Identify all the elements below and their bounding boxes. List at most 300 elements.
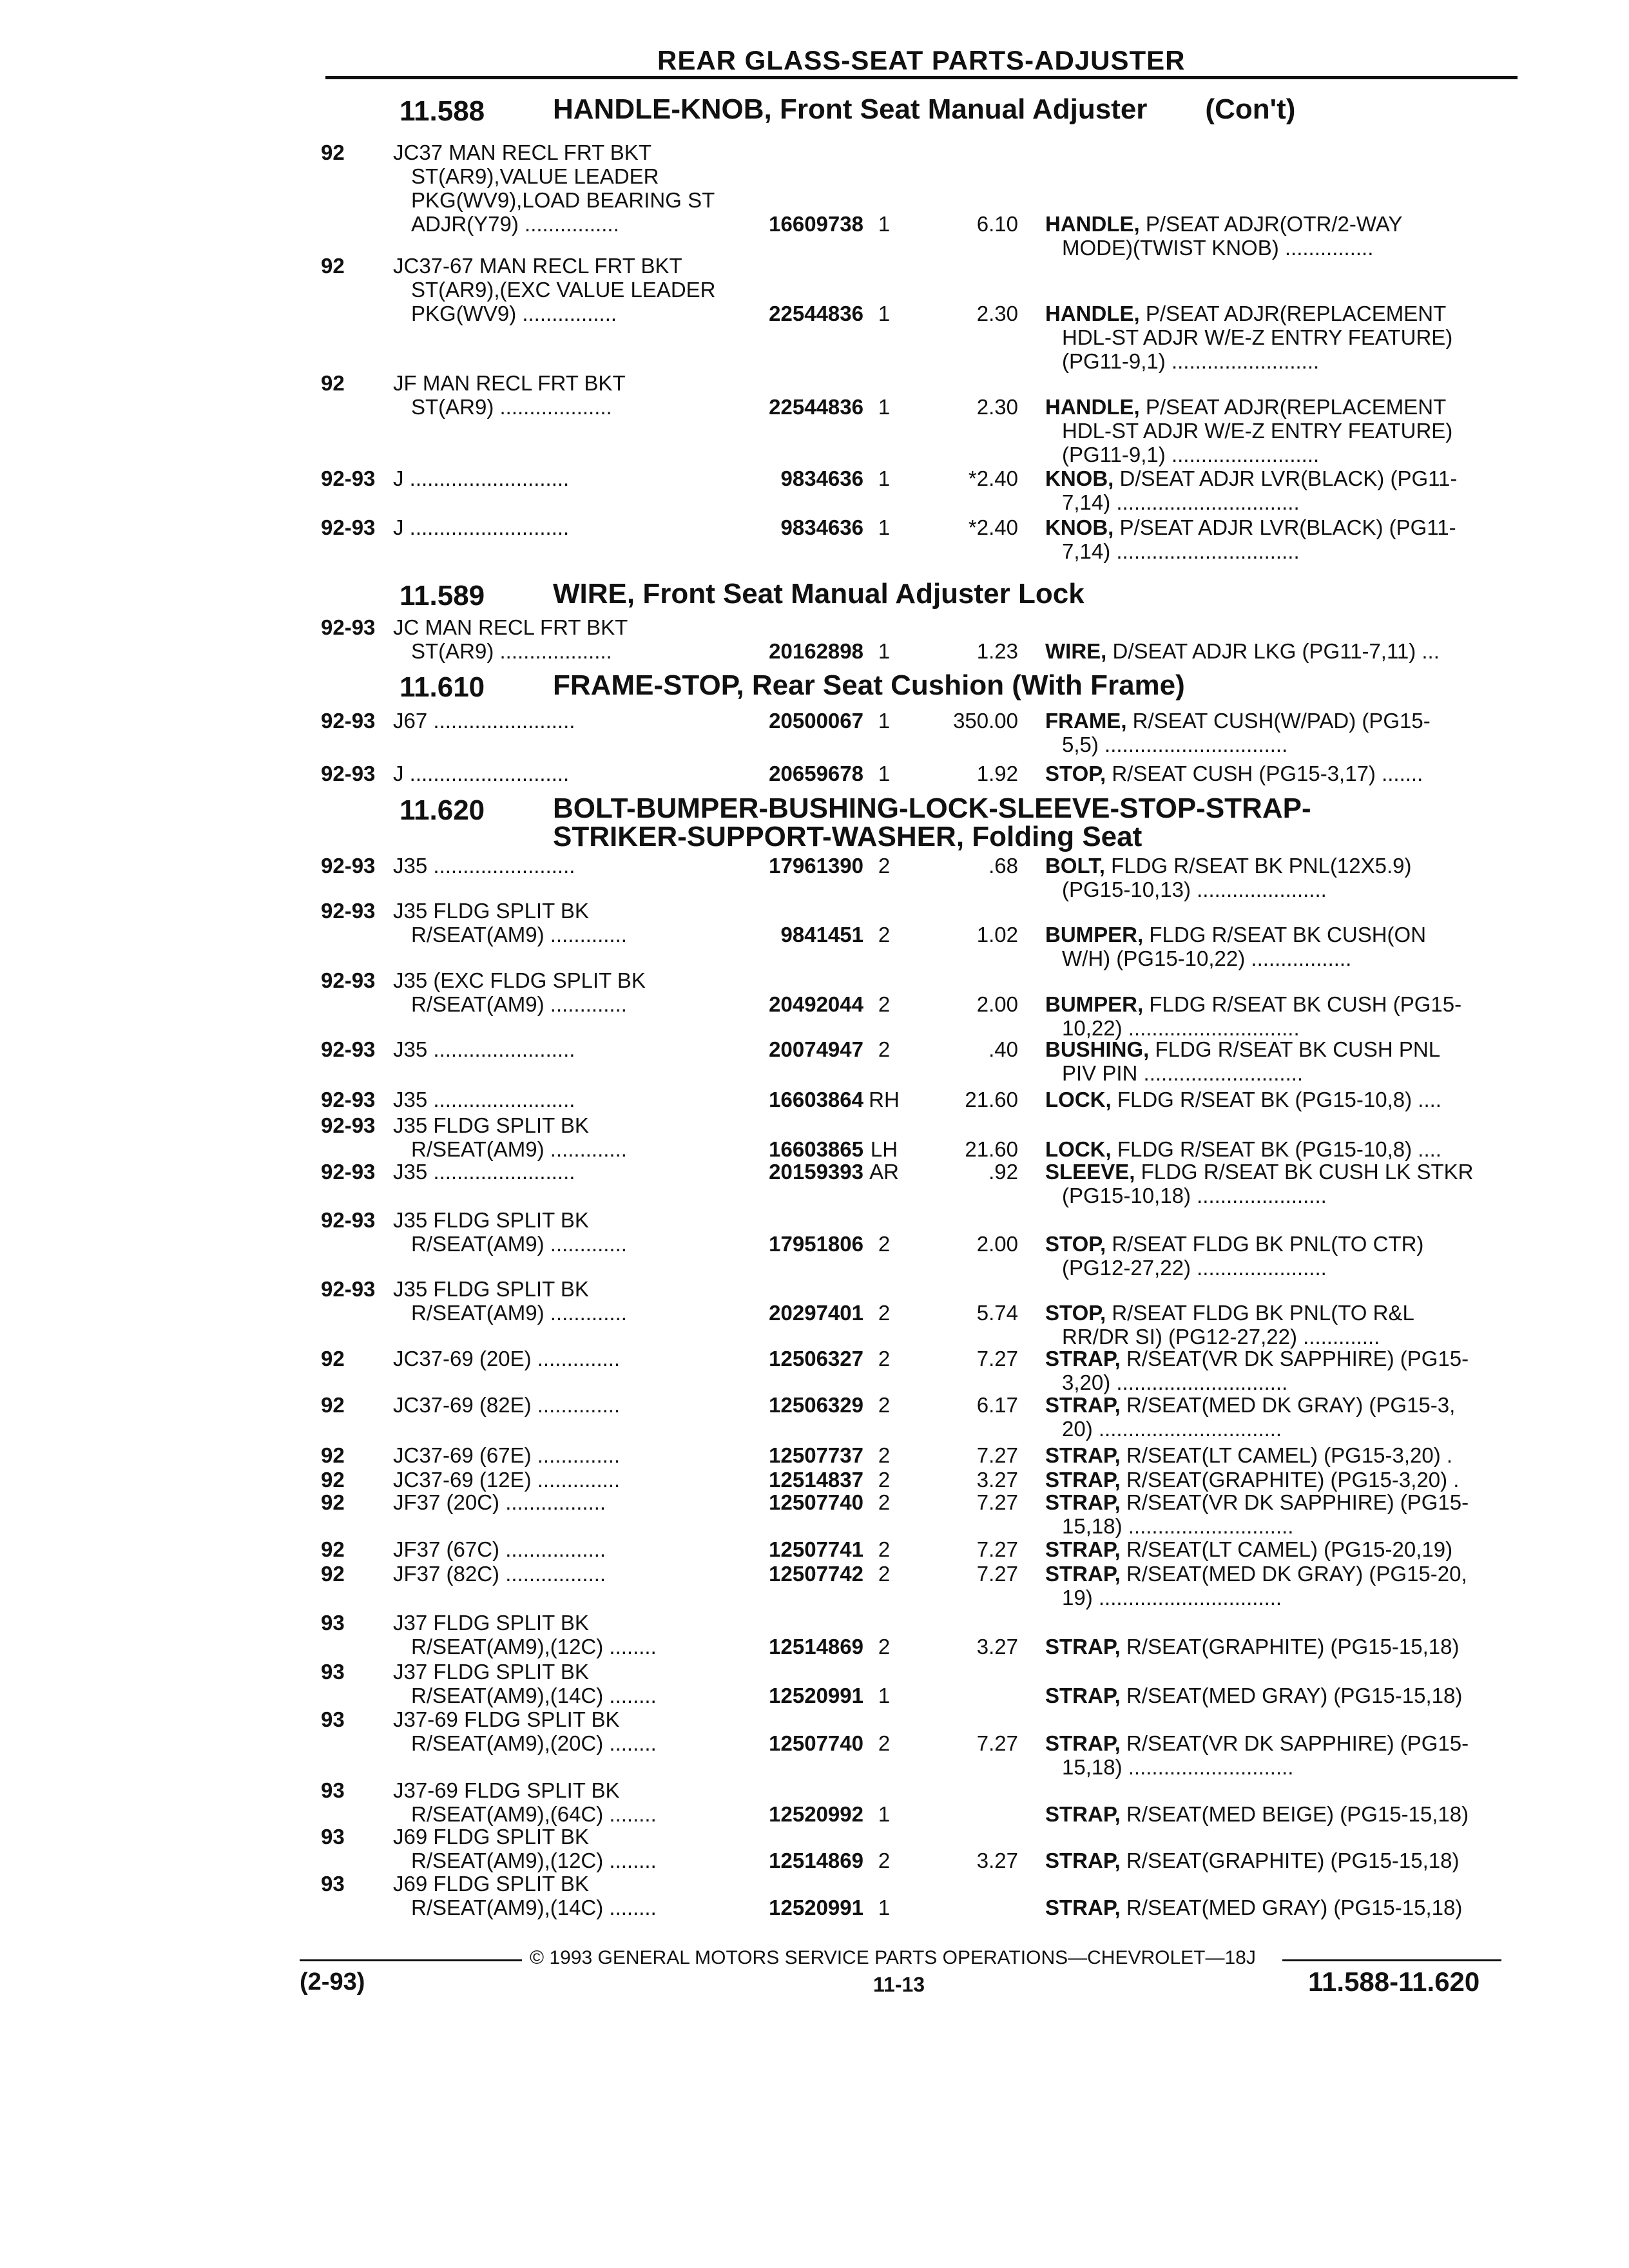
model-description [393,709,728,733]
price: *2.40 [968,466,1018,490]
model-year: 92 [321,1537,345,1561]
item-description-line [1045,1325,1496,1349]
quantity: 1 [878,639,891,663]
item-detail: 10,22) ............................. [1062,1016,1300,1040]
item-detail: P/SEAT ADJR(REPLACEMENT [1145,395,1447,419]
part-number: 22544836 [769,302,863,325]
item-description [1045,395,1496,466]
model-year: 92-93 [321,1160,376,1184]
model-description-line: JC MAN RECL FRT BKT [393,615,628,639]
quantity: 2 [878,992,891,1016]
model-description-line: J67 ........................ [393,709,575,733]
item-detail: R/SEAT(MED GRAY) (PG15-15,18) [1126,1684,1463,1707]
item-description [1045,1301,1496,1349]
model-description [393,1277,728,1325]
price: 6.10 [976,212,1018,236]
model-description [393,1208,728,1256]
model-year: 92-93 [321,854,376,878]
model-description-line: JC37-69 (20E) .............. [393,1347,621,1370]
item-name: BUSHING, [1045,1037,1150,1061]
part-number: 12507737 [769,1443,863,1467]
price: 7.27 [976,1443,1018,1467]
item-detail: FLDG R/SEAT BK PNL(12X5.9) [1111,854,1412,878]
item-description-line [1045,1490,1496,1514]
model-description-line: JC37-69 (67E) .............. [393,1443,621,1467]
item-detail: R/SEAT(GRAPHITE) (PG15-15,18) [1126,1635,1460,1658]
item-description-line [1045,1537,1496,1561]
model-description-line: R/SEAT(AM9),(12C) ........ [411,1849,657,1872]
item-name: LOCK, [1045,1088,1112,1111]
model-year: 92-93 [321,899,376,923]
item-description-line [1045,1184,1496,1207]
part-number: 12506327 [769,1347,863,1370]
section-title [553,580,1084,608]
model-description-line: J37 FLDG SPLIT BK [393,1660,589,1684]
item-name: STRAP, [1045,1635,1121,1658]
item-description-line [1045,733,1496,756]
quantity: 2 [878,1232,891,1256]
model-description-line: ST(AR9),VALUE LEADER [411,164,659,188]
item-name: STRAP, [1045,1443,1121,1467]
part-number: 20297401 [769,1301,863,1325]
item-description-line [1045,1468,1496,1492]
quantity: 2 [878,1537,891,1561]
item-detail: R/SEAT(MED DK GRAY) (PG15-3, [1126,1393,1456,1417]
item-detail: 7,14) ............................... [1062,490,1300,514]
item-description-line [1045,1301,1496,1325]
item-description-line [1045,992,1496,1016]
model-description-line: J ........................... [393,515,570,539]
footer-page-number: 11-13 [873,1973,925,1996]
price: 6.17 [976,1393,1018,1417]
item-description-line [1045,947,1496,970]
model-description [393,615,728,663]
item-detail: R/SEAT FLDG BK PNL(TO R&L [1112,1301,1414,1325]
footer-rule-right [1282,1959,1501,1961]
price: 1.02 [976,923,1018,947]
item-detail: D/SEAT ADJR LVR(BLACK) (PG11- [1119,466,1458,490]
item-description [1045,1896,1496,1919]
item-description [1045,854,1496,901]
part-number: 22544836 [769,395,863,419]
model-description [393,1872,728,1919]
model-year: 92-93 [321,709,376,733]
model-description-line: J35 ........................ [393,1037,575,1061]
item-detail: R/SEAT CUSH(W/PAD) (PG15- [1132,709,1431,733]
quantity: RH [869,1088,900,1111]
model-description [393,140,728,236]
model-description-line: J37 FLDG SPLIT BK [393,1611,589,1635]
model-description [393,899,728,947]
model-description-line: J69 FLDG SPLIT BK [393,1825,589,1849]
item-description [1045,762,1496,785]
item-description-line [1045,1443,1496,1467]
page-header-title: REAR GLASS-SEAT PARTS-ADJUSTER [657,45,1186,75]
model-description-line: R/SEAT(AM9) ............. [411,1137,627,1161]
item-name: STRAP, [1045,1731,1121,1755]
item-detail: R/SEAT(LT CAMEL) (PG15-3,20) . [1126,1443,1453,1467]
model-description [393,854,728,878]
model-description [393,1037,728,1061]
item-name: WIRE, [1045,639,1107,663]
quantity: 2 [878,1849,891,1872]
model-description-line: J35 FLDG SPLIT BK [393,899,589,923]
model-year: 93 [321,1611,345,1635]
quantity: 2 [878,1443,891,1467]
quantity: 2 [878,923,891,947]
model-description-line: R/SEAT(AM9) ............. [411,923,627,947]
model-description-line: JF MAN RECL FRT BKT [393,371,626,395]
model-description-line: JF37 (67C) ................. [393,1537,606,1561]
model-description [393,1160,728,1184]
item-description-line [1045,1347,1496,1370]
model-year: 92-93 [321,968,376,992]
model-year: 92-93 [321,762,376,785]
item-detail: R/SEAT(MED BEIGE) (PG15-15,18) [1126,1802,1469,1826]
item-detail: R/SEAT(LT CAMEL) (PG15-20,19) [1126,1537,1453,1561]
model-description [393,1443,728,1467]
item-detail: MODE)(TWIST KNOB) ............... [1062,236,1374,260]
part-number: 16603865 [769,1137,863,1161]
item-description-line [1045,1417,1496,1441]
item-detail: (PG11-9,1) ......................... [1062,443,1320,466]
model-description-line: J35 ........................ [393,1088,575,1111]
model-description [393,1113,728,1161]
item-description [1045,1232,1496,1280]
quantity: AR [869,1160,899,1184]
quantity: 2 [878,854,891,878]
footer-copyright: © 1993 GENERAL MOTORS SERVICE PARTS OPERATIONS—CHEVROLET—18J [530,1947,1256,1968]
item-description-line [1045,1514,1496,1538]
quantity: 2 [878,1562,891,1586]
item-name: STRAP, [1045,1490,1121,1514]
model-description [393,1490,728,1514]
part-number: 12507742 [769,1562,863,1586]
item-description [1045,1347,1496,1394]
model-description-line: R/SEAT(AM9) ............. [411,992,627,1016]
model-year: 92-93 [321,1088,376,1111]
item-detail: 5,5) ............................... [1062,733,1288,756]
item-description-line [1045,1802,1496,1826]
part-number: 16609738 [769,212,863,236]
item-name: BUMPER, [1045,923,1144,947]
item-description-line [1045,1731,1496,1755]
item-description [1045,1802,1496,1826]
item-name: STRAP, [1045,1562,1121,1586]
model-description-line: R/SEAT(AM9),(14C) ........ [411,1684,657,1707]
item-description [1045,709,1496,756]
item-name: STRAP, [1045,1537,1121,1561]
model-year: 92-93 [321,466,376,490]
part-number: 9834636 [780,466,863,490]
section-number: 11.610 [400,671,485,703]
part-number: 17951806 [769,1232,863,1256]
item-detail: R/SEAT(VR DK SAPPHIRE) (PG15- [1126,1490,1469,1514]
quantity: 1 [878,515,891,539]
item-description-line [1045,709,1496,733]
item-detail: (PG11-9,1) ......................... [1062,349,1320,373]
item-detail: 20) ............................... [1062,1417,1282,1441]
item-detail: 7,14) ............................... [1062,539,1300,563]
item-detail: R/SEAT(MED DK GRAY) (PG15-20, [1126,1562,1467,1586]
item-detail: R/SEAT(VR DK SAPPHIRE) (PG15- [1126,1731,1469,1755]
price: 7.27 [976,1537,1018,1561]
part-number: 12507741 [769,1537,863,1561]
item-description-line [1045,1160,1496,1184]
item-description [1045,302,1496,373]
model-description-line: J35 FLDG SPLIT BK [393,1208,589,1232]
model-year: 92 [321,254,345,278]
item-description [1045,515,1496,563]
part-number: 12520991 [769,1684,863,1707]
item-description [1045,1635,1496,1658]
quantity: 2 [878,1731,891,1755]
model-description-line: PKG(WV9),LOAD BEARING ST [411,188,715,212]
item-description-line [1045,1370,1496,1394]
model-description-line: ADJR(Y79) ................ [411,212,619,236]
part-number: 9834636 [780,515,863,539]
item-name: STRAP, [1045,1347,1121,1370]
part-number: 20659678 [769,762,863,785]
model-year: 93 [321,1707,345,1731]
part-number: 12507740 [769,1490,863,1514]
section-title-line: BOLT-BUMPER-BUSHING-LOCK-SLEEVE-STOP-STRAP- [553,793,1311,824]
item-description-line [1045,639,1496,663]
item-description-line [1045,1896,1496,1919]
item-detail: R/SEAT(VR DK SAPPHIRE) (PG15- [1126,1347,1469,1370]
item-description [1045,1490,1496,1538]
item-detail: FLDG R/SEAT BK (PG15-10,8) .... [1117,1137,1441,1161]
price: 2.00 [976,1232,1018,1256]
model-description-line: R/SEAT(AM9) ............. [411,1232,627,1256]
model-description-line: ST(AR9) ................... [411,639,612,663]
item-detail: P/SEAT ADJR(OTR/2-WAY [1145,212,1403,236]
quantity: 1 [878,762,891,785]
model-description [393,1660,728,1707]
quantity: 2 [878,1347,891,1370]
item-detail: R/SEAT(MED GRAY) (PG15-15,18) [1126,1896,1463,1919]
item-detail: R/SEAT(GRAPHITE) (PG15-15,18) [1126,1849,1460,1872]
model-description-line: J ........................... [393,762,570,785]
section-title-line: HANDLE-KNOB, Front Seat Manual Adjuster (Con't) [553,93,1296,125]
model-description-line: JC37-69 (82E) .............. [393,1393,621,1417]
item-description [1045,1443,1496,1467]
section-title [553,671,1185,700]
price: 3.27 [976,1468,1018,1492]
section-title-line: FRAME-STOP, Rear Seat Cushion (With Frame) [553,669,1185,701]
item-description-line [1045,1586,1496,1610]
price: 3.27 [976,1849,1018,1872]
part-number: 12520991 [769,1896,863,1919]
model-description [393,466,728,490]
price: 21.60 [965,1137,1018,1161]
model-description [393,254,728,325]
item-description [1045,1088,1496,1111]
price: .92 [988,1160,1018,1184]
model-year: 92-93 [321,515,376,539]
part-number: 20492044 [769,992,863,1016]
item-detail: HDL-ST ADJR W/E-Z ENTRY FEATURE) [1062,325,1453,349]
item-name: STRAP, [1045,1802,1121,1826]
model-year: 93 [321,1778,345,1802]
price: 1.23 [976,639,1018,663]
item-description-line [1045,1562,1496,1586]
item-description [1045,1137,1496,1161]
item-name: STRAP, [1045,1849,1121,1872]
item-detail: P/SEAT ADJR(REPLACEMENT [1145,302,1447,325]
item-description-line [1045,1684,1496,1707]
quantity: LH [870,1137,898,1161]
item-detail: 3,20) ............................. [1062,1370,1288,1394]
item-description-line [1045,1037,1496,1061]
part-number: 12520992 [769,1802,863,1826]
item-name: HANDLE, [1045,302,1140,325]
item-detail: RR/DR SI) (PG12-27,22) ............. [1062,1325,1380,1349]
part-number: 20074947 [769,1037,863,1061]
model-description-line: J35 FLDG SPLIT BK [393,1277,589,1301]
section-title-continued: (Con't) [1205,93,1296,125]
item-detail: FLDG R/SEAT BK CUSH (PG15- [1149,992,1462,1016]
item-description [1045,1684,1496,1707]
section-number: 11.588 [400,95,485,127]
part-number: 12507740 [769,1731,863,1755]
model-description-line: R/SEAT(AM9),(12C) ........ [411,1635,657,1658]
item-description-line [1045,325,1496,349]
model-description-line: JF37 (20C) ................. [393,1490,606,1514]
model-description [393,515,728,539]
price: 21.60 [965,1088,1018,1111]
quantity: 2 [878,1037,891,1061]
part-number: 16603864 [769,1088,863,1111]
model-description-line: JC37-69 (12E) .............. [393,1468,621,1492]
item-detail: (PG15-10,13) ...................... [1062,878,1327,901]
model-year: 92 [321,371,345,395]
quantity: 1 [878,709,891,733]
item-name: FRAME, [1045,709,1127,733]
item-detail: (PG12-27,22) ...................... [1062,1256,1327,1280]
item-detail: FLDG R/SEAT BK CUSH PNL [1155,1037,1441,1061]
model-year: 92-93 [321,1208,376,1232]
item-detail: FLDG R/SEAT BK CUSH(ON [1149,923,1427,947]
model-year: 92 [321,1562,345,1586]
model-year: 92-93 [321,1037,376,1061]
price: .68 [988,854,1018,878]
footer-section-range: 11.588-11.620 [1308,1966,1480,1997]
quantity: 1 [878,302,891,325]
model-description-line: JF37 (82C) ................. [393,1562,606,1586]
section-title [553,794,1311,851]
quantity: 2 [878,1635,891,1658]
item-description [1045,1393,1496,1441]
price: 3.27 [976,1635,1018,1658]
model-description [393,1393,728,1417]
price: 2.00 [976,992,1018,1016]
price: .40 [988,1037,1018,1061]
model-year: 92-93 [321,615,376,639]
item-description [1045,639,1496,663]
model-description [393,1825,728,1872]
item-name: STOP, [1045,1232,1106,1256]
model-description-line: J37-69 FLDG SPLIT BK [393,1707,620,1731]
model-description-line: R/SEAT(AM9),(64C) ........ [411,1802,657,1826]
part-number: 9841451 [780,923,863,947]
item-description [1045,1160,1496,1207]
model-description [393,371,728,419]
model-description-line: R/SEAT(AM9),(20C) ........ [411,1731,657,1755]
footer-rule-left [300,1959,522,1961]
item-description-line [1045,1016,1496,1040]
model-description-line: J37-69 FLDG SPLIT BK [393,1778,620,1802]
item-name: STOP, [1045,1301,1106,1325]
item-detail: 15,18) ............................ [1062,1514,1294,1538]
item-detail: D/SEAT ADJR LKG (PG11-7,11) ... [1112,639,1440,663]
item-description-line [1045,1137,1496,1161]
item-name: STRAP, [1045,1393,1121,1417]
item-description-line [1045,1232,1496,1256]
item-description [1045,923,1496,970]
item-description-line [1045,236,1496,260]
item-description-line [1045,539,1496,563]
item-description-line [1045,1061,1496,1085]
item-description-line [1045,302,1496,325]
quantity: 1 [878,466,891,490]
price: 5.74 [976,1301,1018,1325]
item-description [1045,1037,1496,1085]
price: 7.27 [976,1347,1018,1370]
item-description-line [1045,395,1496,419]
model-description [393,1088,728,1111]
model-year: 92 [321,1490,345,1514]
model-description [393,1562,728,1586]
price: 350.00 [953,709,1018,733]
model-description-line: J35 ........................ [393,1160,575,1184]
model-description-line: J35 FLDG SPLIT BK [393,1113,589,1137]
section-number: 11.589 [400,580,485,611]
item-name: LOCK, [1045,1137,1112,1161]
item-description-line [1045,466,1496,490]
part-number: 12514837 [769,1468,863,1492]
item-description [1045,1468,1496,1492]
part-number: 17961390 [769,854,863,878]
item-description-line [1045,854,1496,878]
item-detail: W/H) (PG15-10,22) ................. [1062,947,1352,970]
model-year: 93 [321,1872,345,1896]
model-description-line: ST(AR9),(EXC VALUE LEADER [411,278,716,302]
quantity: 1 [878,1896,891,1919]
part-number: 20500067 [769,709,863,733]
header-rule [325,76,1518,79]
item-description [1045,466,1496,514]
model-description [393,1707,728,1755]
model-year: 92-93 [321,1277,376,1301]
model-year: 92 [321,1443,345,1467]
item-name: STRAP, [1045,1896,1121,1919]
footer-revision-date: (2-93) [300,1968,365,1995]
model-description-line: JC37 MAN RECL FRT BKT [393,140,651,164]
item-name: BOLT, [1045,854,1105,878]
model-description-line: R/SEAT(AM9),(14C) ........ [411,1896,657,1919]
item-detail: (PG15-10,18) ...................... [1062,1184,1327,1207]
item-name: STRAP, [1045,1684,1121,1707]
model-description [393,1778,728,1826]
item-detail: 15,18) ............................ [1062,1755,1294,1779]
model-year: 92-93 [321,1113,376,1137]
price: 2.30 [976,302,1018,325]
item-description-line [1045,212,1496,236]
item-description-line [1045,1849,1496,1872]
item-description [1045,1731,1496,1779]
item-name: KNOB, [1045,515,1114,539]
